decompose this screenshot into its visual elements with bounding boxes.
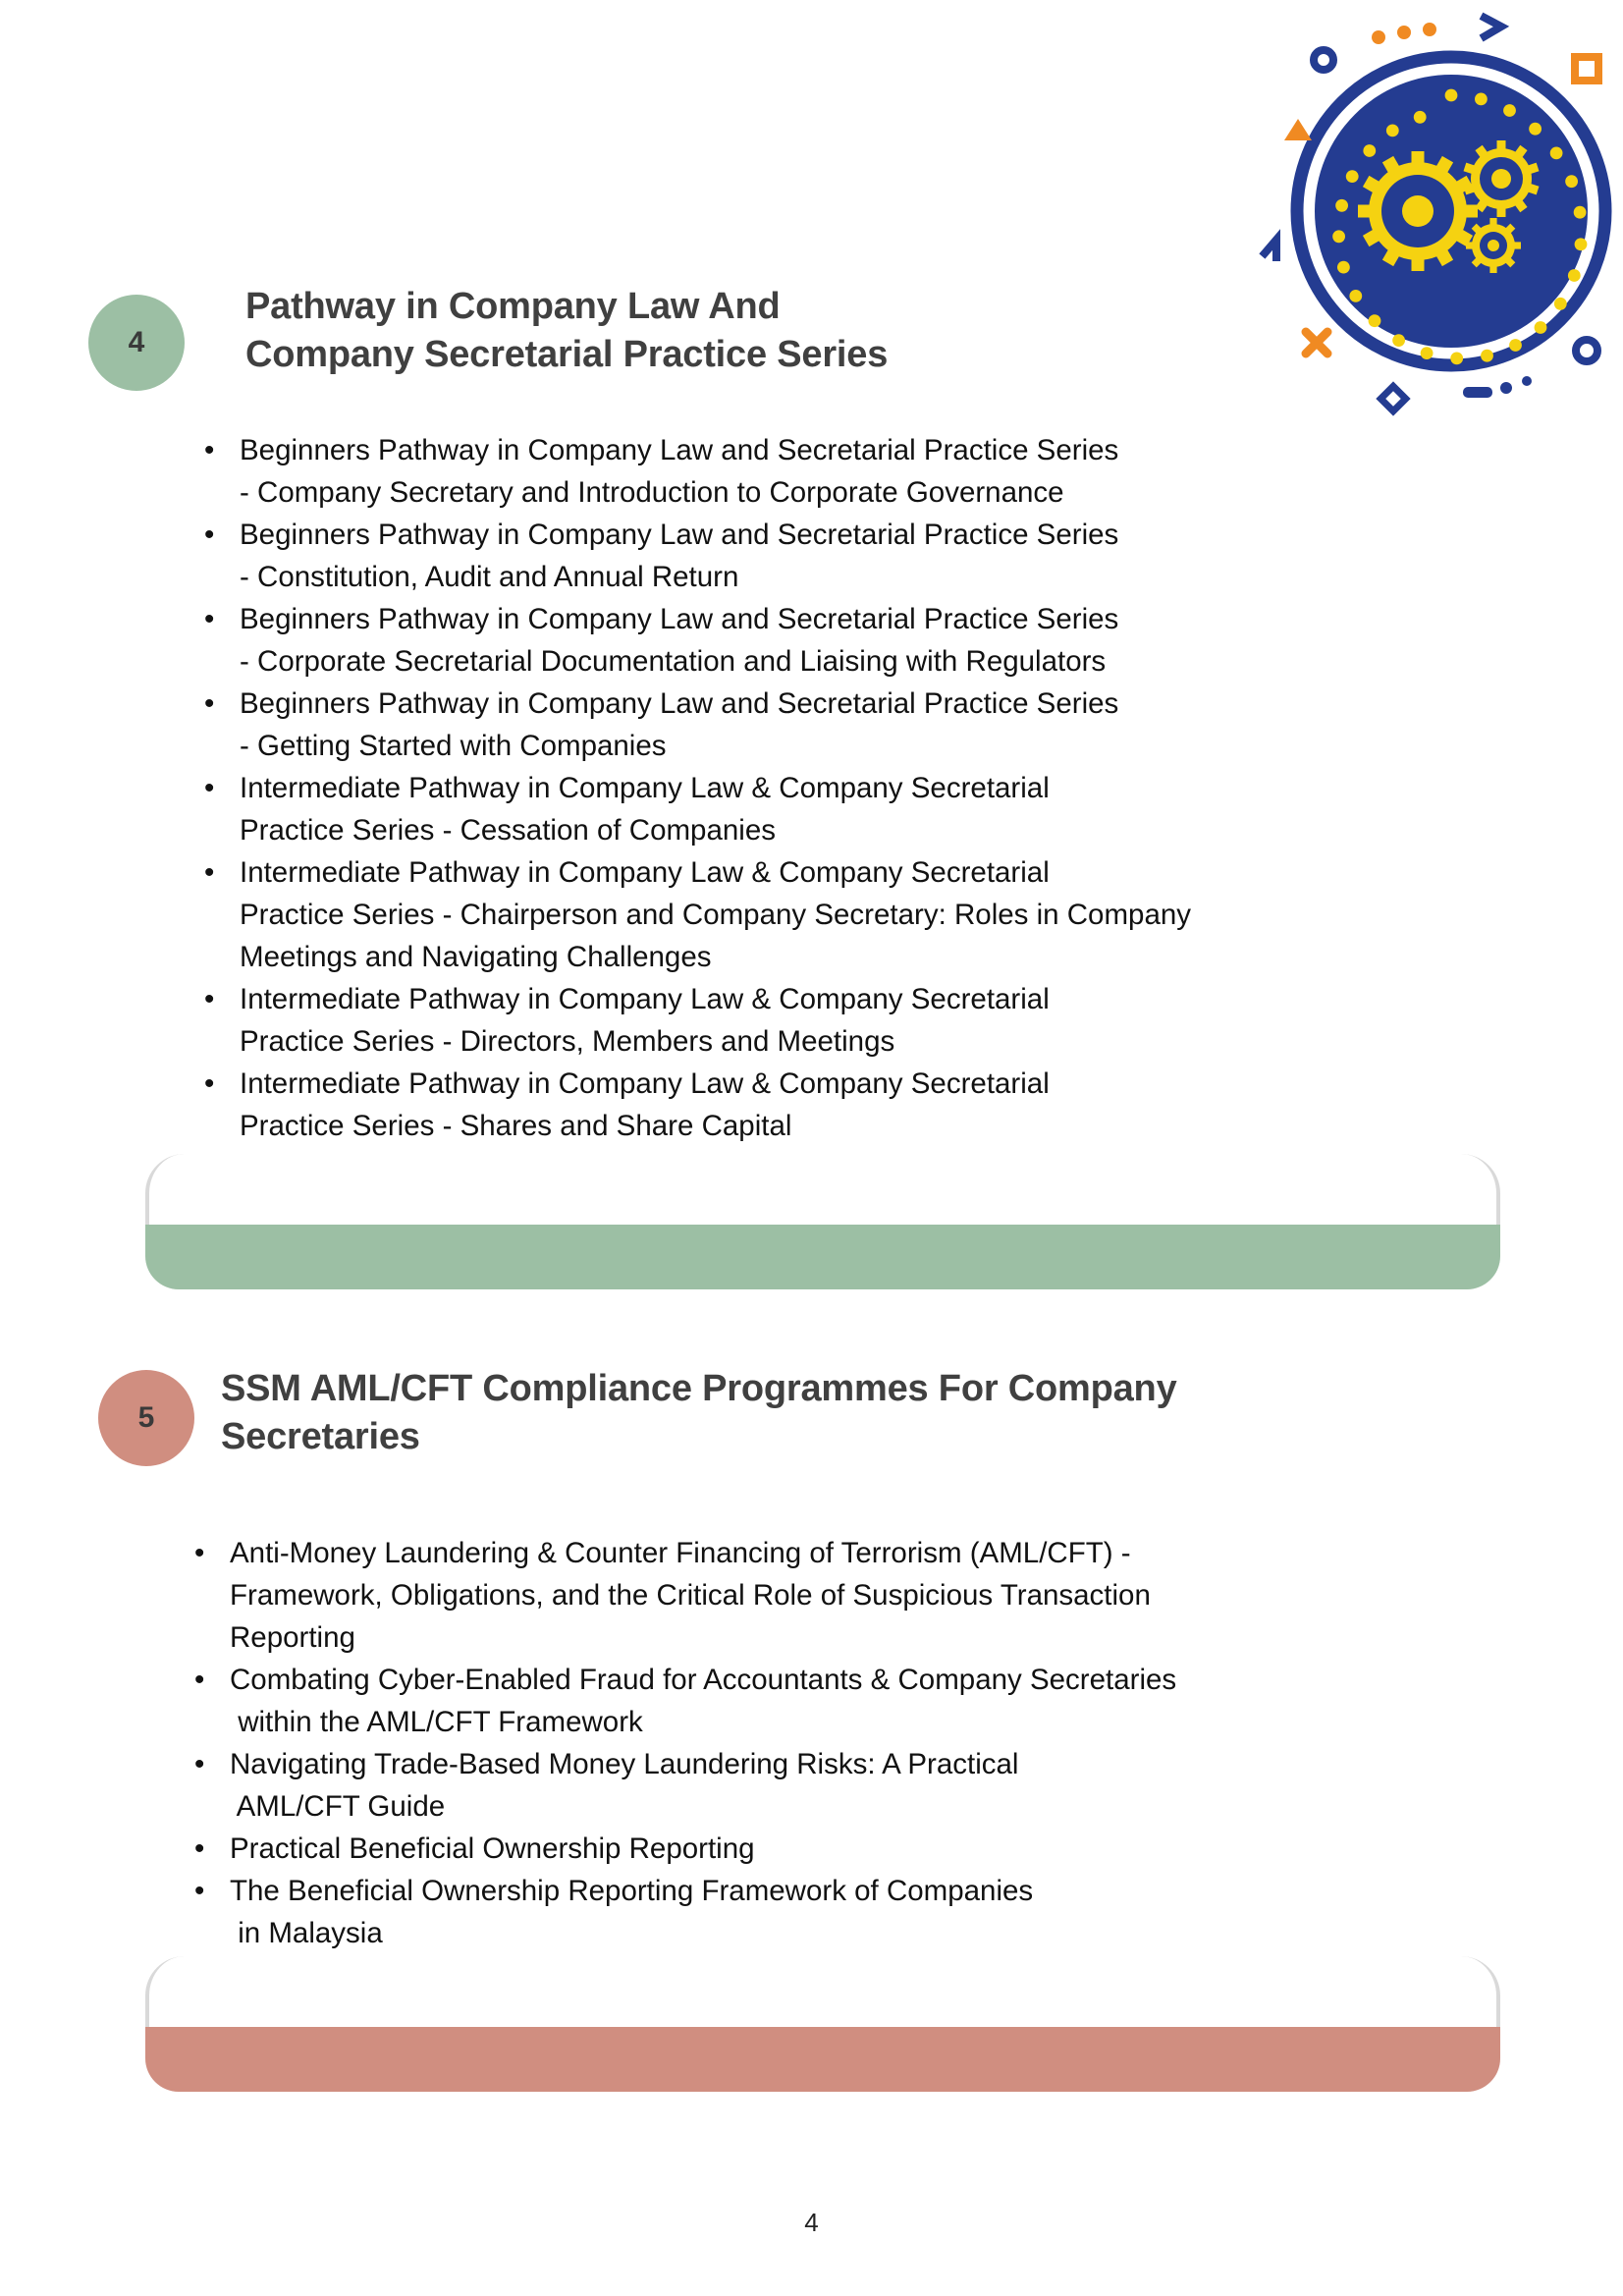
bullet-icon: • <box>194 1832 205 1865</box>
list-item-line: Beginners Pathway in Company Law and Secretarial Practice Series <box>240 434 1119 466</box>
list-item <box>185 1870 1461 1954</box>
list-item-line: within the AML/CFT Framework <box>230 1706 643 1738</box>
list-item <box>185 1532 1461 1659</box>
list-item <box>194 851 1461 978</box>
list-item <box>185 1743 1461 1828</box>
list-item-line: Practical Beneficial Ownership Reporting <box>230 1832 755 1865</box>
list-item <box>194 683 1461 767</box>
bullet-icon: • <box>204 603 215 635</box>
section-5-title <box>221 1365 1488 1460</box>
band-right-corner-stroke <box>1459 1154 1500 1229</box>
bullet-icon: • <box>204 687 215 720</box>
list-item-line: Practice Series - Directors, Members and Meetings <box>240 1025 895 1058</box>
bullet-icon: • <box>204 1067 215 1100</box>
section-4-band <box>145 1154 1500 1289</box>
list-item-line: Intermediate Pathway in Company Law & Company Secretarial <box>240 772 1050 804</box>
list-item-line: The Beneficial Ownership Reporting Framework of Companies <box>230 1875 1034 1907</box>
list-item-line: Intermediate Pathway in Company Law & Company Secretarial <box>240 856 1050 889</box>
section-5-list <box>185 1532 1461 1954</box>
section-5-badge <box>98 1370 194 1466</box>
section-5-band <box>145 1956 1500 2092</box>
bullet-icon: • <box>204 983 215 1015</box>
list-item <box>194 429 1461 514</box>
bullet-icon: • <box>204 856 215 889</box>
list-item <box>194 598 1461 683</box>
list-item-line: Navigating Trade-Based Money Laundering Risks: A Practical <box>230 1748 1019 1780</box>
list-item-line: - Company Secretary and Introduction to Corporate Governance <box>240 476 1064 509</box>
band-fill <box>145 2027 1500 2092</box>
list-item <box>185 1659 1461 1743</box>
bullet-icon: • <box>194 1748 205 1780</box>
list-item-line: Intermediate Pathway in Company Law & Company Secretarial <box>240 983 1050 1015</box>
bullet-icon: • <box>204 434 215 466</box>
list-item-line: AML/CFT Guide <box>230 1790 446 1823</box>
list-item-line: Intermediate Pathway in Company Law & Company Secretarial <box>240 1067 1050 1100</box>
list-item <box>194 767 1461 851</box>
bullet-icon: • <box>204 772 215 804</box>
section-4-list <box>194 429 1461 1147</box>
list-item <box>194 1063 1461 1147</box>
list-item <box>194 978 1461 1063</box>
section-4-title <box>245 283 1208 378</box>
list-item <box>185 1828 1461 1870</box>
band-right-corner-stroke <box>1459 1956 1500 2031</box>
section-5-badge-number: 5 <box>137 1401 155 1434</box>
list-item-line: - Constitution, Audit and Annual Return <box>240 561 739 593</box>
list-item-line: Practice Series - Shares and Share Capital <box>240 1110 792 1142</box>
band-fill <box>145 1225 1500 1289</box>
bullet-icon: • <box>194 1664 205 1696</box>
list-item-line: Practice Series - Cessation of Companies <box>240 814 776 847</box>
bullet-icon: • <box>204 519 215 551</box>
section-4-badge-number: 4 <box>128 326 145 358</box>
band-left-corner-stroke <box>145 1956 187 2031</box>
list-item-line: Beginners Pathway in Company Law and Secretarial Practice Series <box>240 519 1119 551</box>
page-number: 4 <box>804 2208 819 2237</box>
list-item <box>194 514 1461 598</box>
gears-badge-logo <box>1255 0 1623 432</box>
list-item-line: Reporting <box>230 1621 355 1654</box>
band-left-corner-stroke <box>145 1154 187 1229</box>
section-5-title-line-2: Secretaries <box>221 1415 420 1457</box>
list-item-line: Beginners Pathway in Company Law and Secretarial Practice Series <box>240 603 1119 635</box>
list-item-line: Combating Cyber-Enabled Fraud for Accountants & Company Secretaries <box>230 1664 1177 1696</box>
list-item-line: Beginners Pathway in Company Law and Secretarial Practice Series <box>240 687 1119 720</box>
list-item-line: Practice Series - Chairperson and Company Secretary: Roles in Company <box>240 899 1192 931</box>
list-item-line: - Getting Started with Companies <box>240 730 667 762</box>
section-4-title-line-1: Pathway in Company Law And <box>245 286 781 327</box>
bullet-icon: • <box>194 1537 205 1569</box>
list-item-line: in Malaysia <box>230 1917 383 1949</box>
section-5-title-line-1: SSM AML/CFT Compliance Programmes For Company <box>221 1368 1177 1409</box>
list-item-line: Anti-Money Laundering & Counter Financing of Terrorism (AML/CFT) - <box>230 1537 1131 1569</box>
section-4-badge <box>88 295 185 391</box>
bullet-icon: • <box>194 1875 205 1907</box>
list-item-line: Meetings and Navigating Challenges <box>240 941 712 973</box>
list-item-line: - Corporate Secretarial Documentation and Liaising with Regulators <box>240 645 1107 678</box>
list-item-line: Framework, Obligations, and the Critical Role of Suspicious Transaction <box>230 1579 1151 1612</box>
section-4-title-line-2: Company Secretarial Practice Series <box>245 333 889 375</box>
